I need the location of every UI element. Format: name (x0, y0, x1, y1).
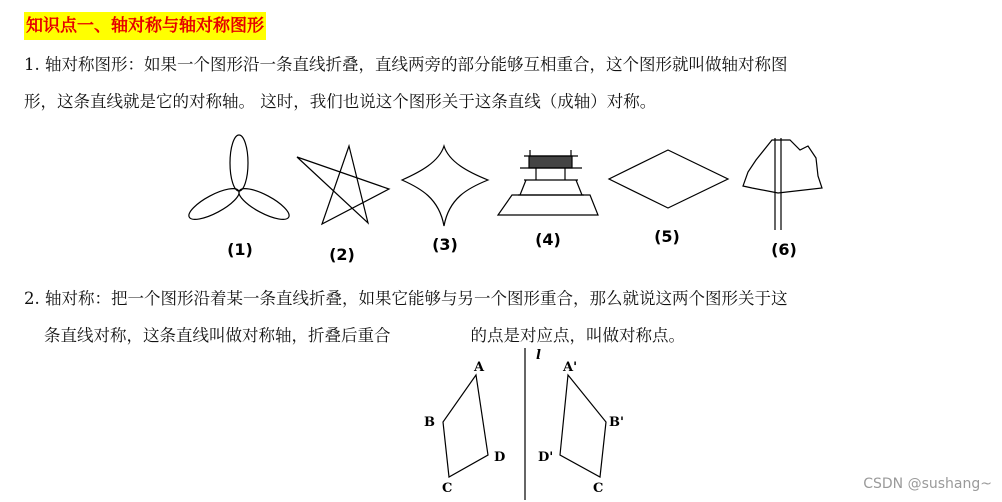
point-a: A (474, 360, 485, 375)
definition2-line-2a: 条直线对称，这条直线叫做对称轴，折叠后重合 (44, 326, 391, 345)
quadrilateral-abcd (443, 375, 488, 477)
definition2-line-1: 2. 轴对称：把一个图形沿着某一条直线折叠，如果它能够与另一个图形重合，那么就说这两个图形关于这 (24, 289, 788, 308)
figure-label-5: (5) (654, 227, 680, 246)
figure-6-irregular (743, 138, 822, 230)
point-d-prime: D' (538, 450, 554, 465)
section-title: 知识点一、轴对称与轴对称图形 (24, 12, 266, 40)
figure-label-2: (2) (329, 245, 355, 264)
figure-2-star (297, 146, 389, 224)
point-c: C (442, 481, 453, 496)
figure-label-1: (1) (227, 240, 253, 259)
definition-line-2: 形，这条直线就是它的对称轴。 这时，我们也说这个图形关于这条直线（成轴）对称。 (24, 92, 657, 111)
figure-1-propeller (185, 135, 293, 225)
point-d: D (494, 450, 506, 465)
axis-label: l (536, 348, 541, 363)
figure-5-rhombus (609, 150, 728, 208)
figure-3-quatrefoil (402, 146, 488, 226)
watermark: CSDN @sushang~ (863, 476, 992, 492)
figure-label-3: (3) (432, 235, 458, 254)
figure-label-4: (4) (535, 230, 561, 249)
point-c-prime: C (593, 481, 604, 496)
point-b: B (424, 415, 435, 430)
definition-line-1: 1. 轴对称图形：如果一个图形沿一条直线折叠，直线两旁的部分能够互相重合，这个图形就叫做轴对称图 (24, 55, 788, 74)
point-b-prime: B' (609, 415, 624, 430)
quadrilateral-abcd-prime (560, 375, 606, 477)
figure-label-6: (6) (771, 240, 797, 259)
definition2-line-2b: 的点是对应点，叫做对称点。 (470, 326, 685, 345)
point-a-prime: A' (563, 360, 578, 375)
figure-4-gate (498, 150, 598, 215)
